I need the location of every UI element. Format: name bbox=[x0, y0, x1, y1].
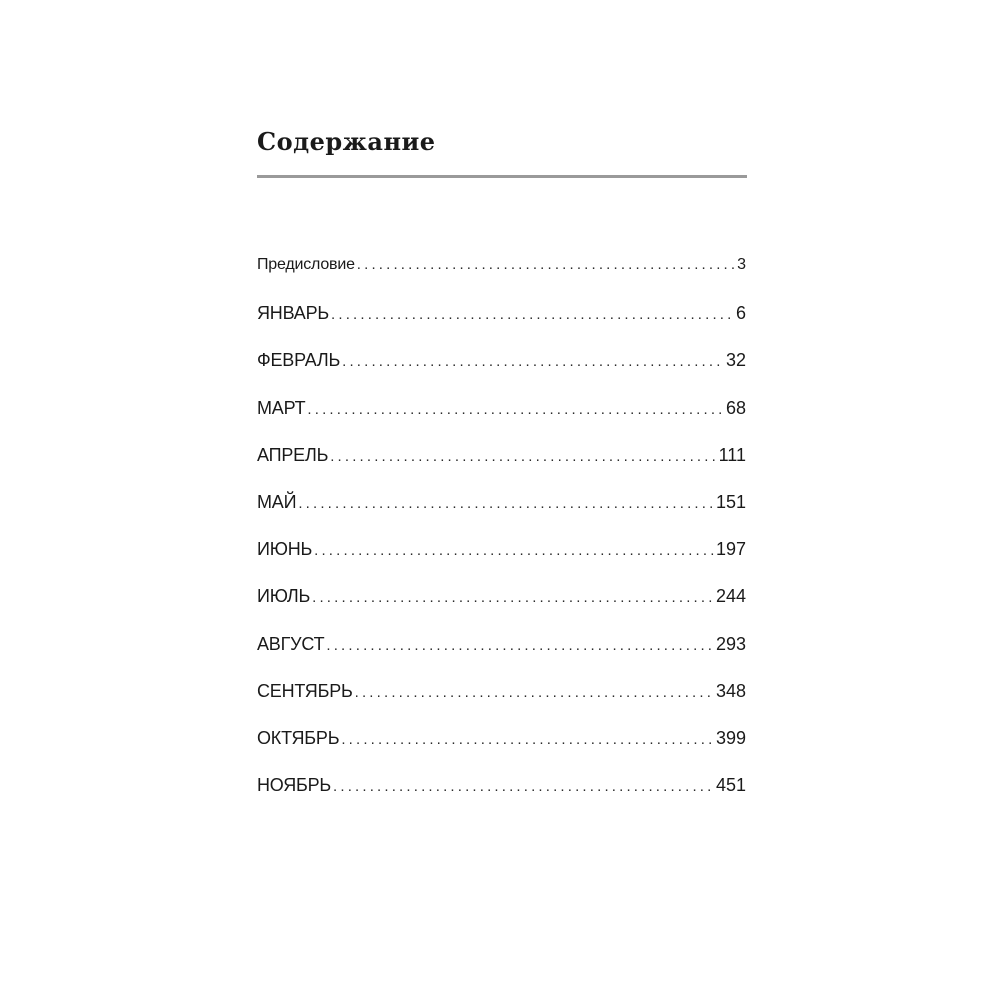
toc-entry-july[interactable] bbox=[257, 586, 746, 633]
dot-leader bbox=[333, 778, 714, 795]
toc-entry-january[interactable] bbox=[257, 303, 746, 350]
dot-leader bbox=[314, 542, 714, 559]
toc-entry-label: АВГУСТ bbox=[257, 633, 325, 654]
toc-entry-page: 3 bbox=[737, 256, 746, 273]
toc-entry-label: ЯНВАРЬ bbox=[257, 303, 330, 324]
toc-entry-label: СЕНТЯБРЬ bbox=[257, 680, 353, 701]
page-title: Содержание bbox=[257, 127, 436, 156]
toc-entry-label: ИЮЛЬ bbox=[257, 586, 311, 607]
dot-leader bbox=[330, 448, 716, 465]
toc-entry-page: 399 bbox=[715, 727, 746, 748]
toc-entry-label: ФЕВРАЛЬ bbox=[257, 350, 341, 371]
toc-entry-page: 197 bbox=[715, 539, 746, 560]
toc-entry-page: 32 bbox=[725, 350, 746, 371]
title-divider bbox=[257, 175, 747, 178]
toc-entry-april[interactable] bbox=[257, 445, 746, 492]
table-of-contents bbox=[257, 256, 746, 822]
toc-entry-label: МАЙ bbox=[257, 491, 297, 512]
toc-entry-page: 151 bbox=[715, 491, 746, 512]
dot-leader bbox=[326, 637, 714, 654]
toc-entry-page: 6 bbox=[735, 303, 746, 324]
toc-entry-preface[interactable] bbox=[257, 256, 746, 303]
toc-entry-page: 68 bbox=[725, 397, 746, 418]
toc-entry-june[interactable] bbox=[257, 539, 746, 586]
toc-entry-label: МАРТ bbox=[257, 397, 306, 418]
toc-entry-label: НОЯБРЬ bbox=[257, 775, 332, 796]
dot-leader bbox=[312, 589, 714, 606]
toc-entry-march[interactable] bbox=[257, 398, 746, 445]
toc-entry-february[interactable] bbox=[257, 350, 746, 397]
toc-entry-august[interactable] bbox=[257, 634, 746, 681]
toc-entry-page: 293 bbox=[715, 633, 746, 654]
dot-leader bbox=[341, 731, 714, 748]
toc-entry-november[interactable] bbox=[257, 775, 746, 822]
dot-leader bbox=[342, 353, 724, 370]
dot-leader bbox=[355, 684, 714, 701]
dot-leader bbox=[357, 256, 735, 273]
toc-entry-page: 111 bbox=[718, 444, 746, 465]
dot-leader bbox=[307, 401, 724, 418]
toc-entry-label: Предисловие bbox=[257, 256, 355, 273]
toc-entry-september[interactable] bbox=[257, 681, 746, 728]
toc-entry-label: ИЮНЬ bbox=[257, 539, 313, 560]
toc-entry-may[interactable] bbox=[257, 492, 746, 539]
toc-entry-october[interactable] bbox=[257, 728, 746, 775]
dot-leader bbox=[298, 495, 714, 512]
toc-entry-label: АПРЕЛЬ bbox=[257, 444, 329, 465]
toc-entry-page: 451 bbox=[715, 775, 746, 796]
toc-entry-page: 244 bbox=[715, 586, 746, 607]
toc-entry-page: 348 bbox=[715, 680, 746, 701]
dot-leader bbox=[331, 306, 734, 323]
toc-entry-label: ОКТЯБРЬ bbox=[257, 727, 340, 748]
